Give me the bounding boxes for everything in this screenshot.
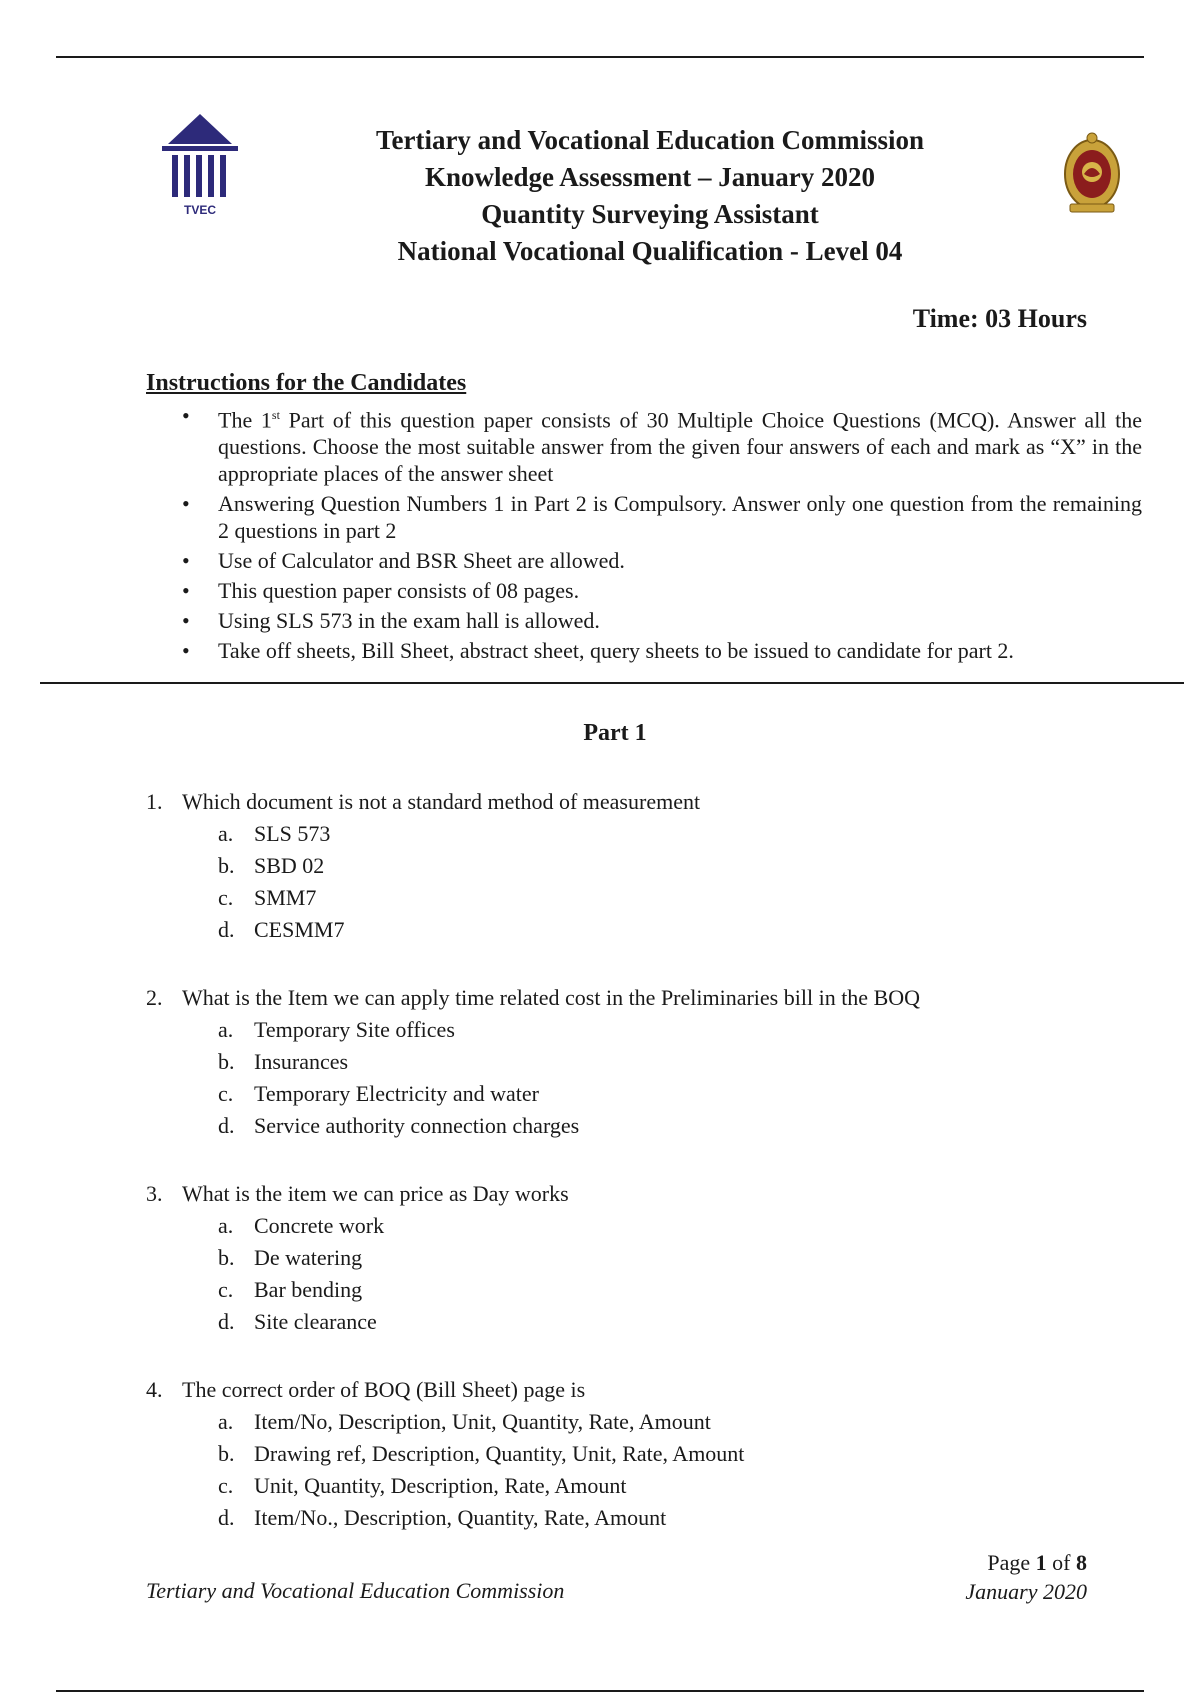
question-block bbox=[146, 1178, 1146, 1338]
answer-option: d. Item/No., Description, Quantity, Rate, Amount bbox=[218, 1505, 667, 1530]
tvec-logo bbox=[160, 110, 240, 220]
answer-options bbox=[146, 818, 1146, 946]
footer-date: January 2020 bbox=[965, 1579, 1087, 1604]
instructions-title: Instructions for the Candidates bbox=[146, 370, 467, 396]
section-divider bbox=[40, 682, 1184, 684]
question-block bbox=[146, 982, 1146, 1142]
tvec-logo-text: TVEC bbox=[183, 203, 217, 217]
question-number: 4. bbox=[146, 1377, 163, 1402]
bottom-rule bbox=[56, 1690, 1144, 1692]
page-number: Page 1 of 8 bbox=[987, 1550, 1087, 1575]
instruction-item: • Take off sheets, Bill Sheet, abstract sheet, query sheets to be issued to candidate for part 2. bbox=[182, 637, 1142, 664]
instruction-item: • This question paper consists of 08 pages. bbox=[182, 577, 1142, 604]
question-stem: What is the item we can price as Day works bbox=[182, 1181, 569, 1206]
question-number: 3. bbox=[146, 1181, 163, 1206]
question-text bbox=[146, 786, 1146, 818]
answer-option: a. Item/No, Description, Unit, Quantity, Rate, Amount bbox=[218, 1409, 711, 1434]
header-assessment: Knowledge Assessment – January 2020 bbox=[424, 162, 876, 192]
instruction-item: • Use of Calculator and BSR Sheet are allowed. bbox=[182, 547, 1142, 574]
answer-option: c. Bar bending bbox=[218, 1277, 363, 1302]
header-subject: Quantity Surveying Assistant bbox=[481, 199, 819, 229]
answer-option: c. Temporary Electricity and water bbox=[218, 1081, 539, 1106]
question-stem: Which document is not a standard method of measurement bbox=[182, 789, 701, 814]
exam-duration: Time: 03 Hours bbox=[912, 304, 1087, 333]
question-text bbox=[146, 1374, 1146, 1406]
question-text bbox=[146, 982, 1146, 1014]
footer-organization: Tertiary and Vocational Education Commission bbox=[146, 1578, 565, 1603]
instructions-list bbox=[182, 402, 1142, 667]
answer-option: a. SLS 573 bbox=[218, 821, 331, 846]
part-title: Part 1 bbox=[583, 720, 647, 746]
questions-list bbox=[146, 786, 1146, 1570]
instruction-item: • The 1st Part of this question paper consists of 30 Multiple Choice Questions (MCQ). Answer all the questions. Choose the most suitable answer from the given four answers of each and mark as “X” in the appropriate places of the answer sheet bbox=[182, 402, 1142, 487]
sri-lanka-emblem-icon bbox=[1062, 130, 1122, 216]
instruction-item: • Using SLS 573 in the exam hall is allowed. bbox=[182, 607, 1142, 634]
instruction-item: • Answering Question Numbers 1 in Part 2 is Compulsory. Answer only one question from the remaining 2 questions in part 2 bbox=[182, 490, 1142, 544]
answer-option: a. Temporary Site offices bbox=[218, 1017, 455, 1042]
question-block bbox=[146, 786, 1146, 946]
answer-option: b. De watering bbox=[218, 1245, 363, 1270]
answer-option: c. Unit, Quantity, Description, Rate, Amount bbox=[218, 1473, 627, 1498]
answer-option: d. Site clearance bbox=[218, 1309, 377, 1334]
answer-option: d. CESMM7 bbox=[218, 917, 345, 942]
answer-options bbox=[146, 1210, 1146, 1338]
answer-option: b. Drawing ref, Description, Quantity, Unit, Rate, Amount bbox=[218, 1441, 745, 1466]
header-qualification: National Vocational Qualification - Level 04 bbox=[397, 236, 903, 266]
question-stem: What is the Item we can apply time related cost in the Preliminaries bill in the BOQ bbox=[182, 985, 921, 1010]
header-organization: Tertiary and Vocational Education Commission bbox=[375, 125, 925, 155]
answer-option: b. Insurances bbox=[218, 1049, 349, 1074]
answer-option: b. SBD 02 bbox=[218, 853, 325, 878]
question-number: 2. bbox=[146, 985, 163, 1010]
answer-option: a. Concrete work bbox=[218, 1213, 385, 1238]
question-stem: The correct order of BOQ (Bill Sheet) page is bbox=[182, 1377, 586, 1402]
footer-right bbox=[965, 1548, 1087, 1606]
answer-options bbox=[146, 1406, 1146, 1534]
question-text bbox=[146, 1178, 1146, 1210]
question-number: 1. bbox=[146, 789, 163, 814]
document-header bbox=[300, 122, 1000, 270]
answer-options bbox=[146, 1014, 1146, 1142]
answer-option: c. SMM7 bbox=[218, 885, 317, 910]
answer-option: d. Service authority connection charges bbox=[218, 1113, 580, 1138]
top-rule bbox=[56, 56, 1144, 58]
question-block bbox=[146, 1374, 1146, 1534]
